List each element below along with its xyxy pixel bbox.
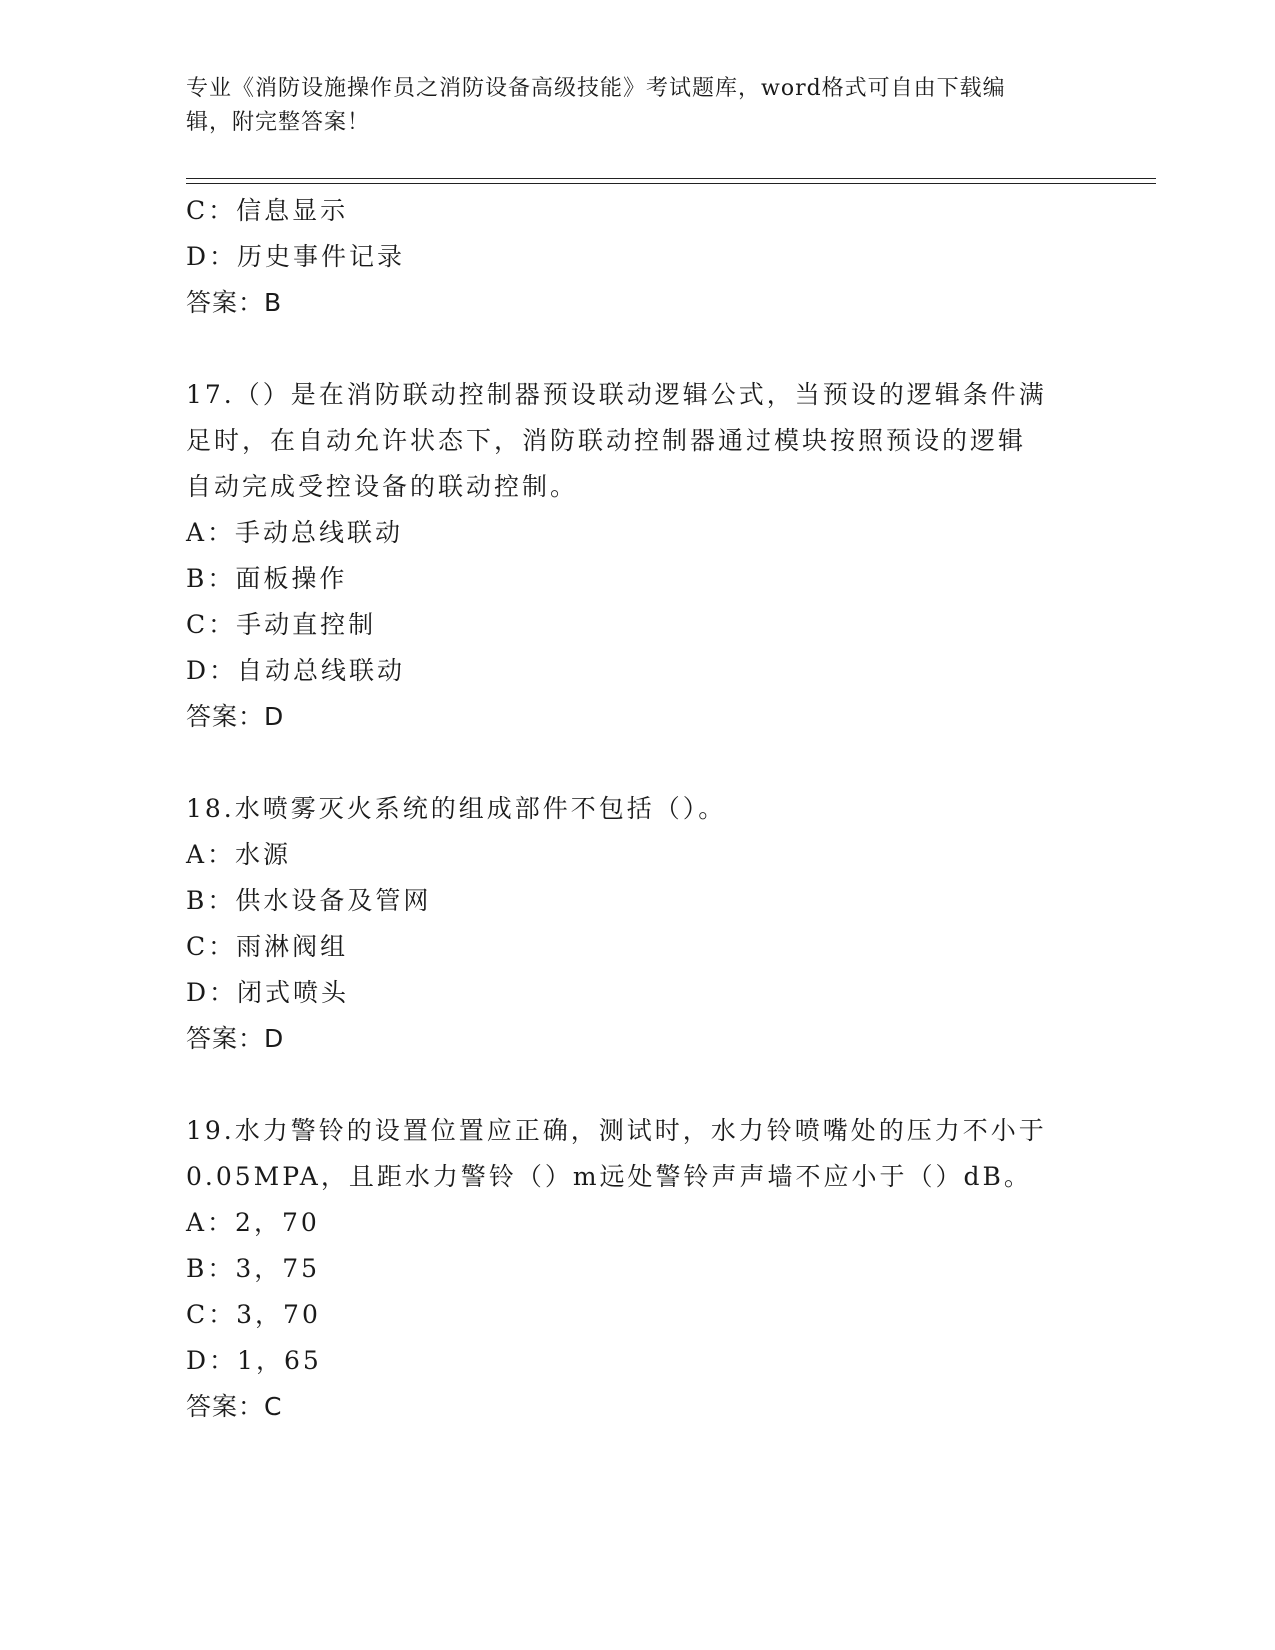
question-stem-line: 足时，在自动允许状态下，消防联动控制器通过模块按照预设的逻辑 [186,426,1027,455]
option-d: D：历史事件记录 [186,242,406,271]
answer: 答案：C [186,1392,283,1421]
option-d: D：1，65 [186,1346,322,1375]
option-c: C：手动直控制 [186,610,377,639]
question-stem-line: 18.水喷雾灭火系统的组成部件不包括（）。 [186,794,727,823]
question-16-tail [186,188,1086,326]
question-18 [186,786,1086,1062]
option-b: B：面板操作 [186,564,348,593]
answer: 答案：B [186,288,283,317]
option-c: C：雨淋阀组 [186,932,349,961]
answer: 答案：D [186,1024,285,1053]
option-a: A：手动总线联动 [186,518,404,547]
question-stem-line: 0.05MPA，且距水力警铃（）m远处警铃声声墙不应小于（）dB。 [186,1162,1032,1191]
header-line-2: 辑，附完整答案！ [186,110,371,135]
option-c: C：3，70 [186,1300,321,1329]
question-stem-line: 17.（）是在消防联动控制器预设联动逻辑公式，当预设的逻辑条件满 [186,380,1047,409]
option-c: C：信息显示 [186,196,349,225]
header-line-1: 专业《消防设施操作员之消防设备高级技能》考试题库，word格式可自由下载编 [186,76,1006,101]
question-stem-line: 自动完成受控设备的联动控制。 [186,472,579,501]
option-b: B：3，75 [186,1254,321,1283]
option-d: D：自动总线联动 [186,656,406,685]
header-rule-top [186,178,1156,179]
option-d: D：闭式喷头 [186,978,350,1007]
answer: 答案：D [186,702,285,731]
option-a: A：2，70 [186,1208,320,1237]
question-list [186,188,1086,1430]
header-rule-bottom [186,183,1156,184]
question-19 [186,1108,1086,1430]
document-header [186,72,1066,140]
question-17 [186,372,1086,740]
option-a: A：水源 [186,840,292,869]
option-b: B：供水设备及管网 [186,886,432,915]
question-stem-line: 19.水力警铃的设置位置应正确，测试时，水力铃喷嘴处的压力不小于 [186,1116,1047,1145]
